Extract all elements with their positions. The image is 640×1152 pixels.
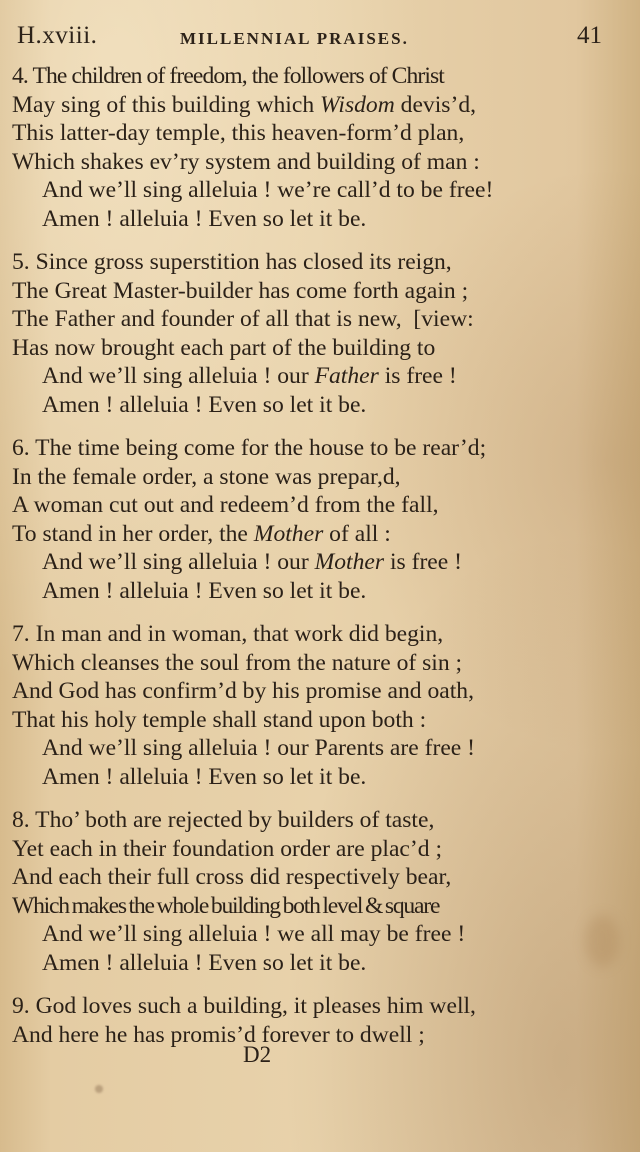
- signature-mark: D2: [243, 1042, 272, 1067]
- verse-line: 9. God loves such a building, it pleases him well,: [12, 993, 476, 1019]
- section-label: H.xviii.: [17, 22, 98, 49]
- verse-line: 8. Tho’ both are rejected by builders of taste,: [12, 807, 435, 833]
- stanza-6: [12, 434, 612, 605]
- verse-line: 5. Since gross superstition has closed its reign,: [12, 249, 452, 275]
- verse-line: That his holy temple shall stand upon both :: [12, 706, 427, 733]
- verse-line: Yet each in their foundation order are plac’d ;: [12, 835, 442, 862]
- refrain-line: Amen ! alleluia ! Even so let it be.: [42, 763, 367, 790]
- verse-line: Which cleanses the soul from the nature of sin ;: [12, 649, 463, 676]
- page-number: 41: [577, 22, 602, 49]
- verse-line: In the female order, a stone was prepar,d,: [12, 463, 401, 490]
- verse-line: And each their full cross did respectively bear,: [12, 864, 452, 890]
- verse-line: And here he has promis’d forever to dwell ;: [12, 1021, 425, 1048]
- refrain-line: And we’ll sing alleluia ! we all may be free !: [42, 921, 466, 947]
- verse-line: And God has confirm’d by his promise and oath,: [12, 678, 474, 704]
- verse-line: Which makes the whole building both level & square: [12, 892, 440, 919]
- paper-spot: [95, 1085, 103, 1093]
- refrain-line: Amen ! alleluia ! Even so let it be.: [42, 205, 367, 232]
- stanza-9: [12, 992, 612, 1049]
- refrain-line: And we’ll sing alleluia ! our Mother is free !: [42, 549, 462, 575]
- verse-line: May sing of this building which Wisdom devis’d,: [12, 91, 477, 118]
- verse-line: This latter-day temple, this heaven-form’d plan,: [12, 120, 465, 146]
- italic-word: Father: [314, 363, 379, 389]
- verse-line: Which shakes ev’ry system and building of man :: [12, 148, 480, 175]
- italic-word: Wisdom: [320, 91, 395, 118]
- running-title: MILLENNIAL PRAISES.: [180, 29, 409, 48]
- verse-line: The Great Master-builder has come forth again ;: [12, 277, 469, 304]
- verse-line: 7. In man and in woman, that work did begin,: [12, 621, 444, 647]
- stanza-5: [12, 248, 612, 419]
- verse-line: 6. The time being come for the house to be rear’d;: [12, 435, 487, 461]
- hymn-text: [12, 62, 612, 1064]
- italic-word: Mother: [314, 549, 385, 575]
- refrain-line: Amen ! alleluia ! Even so let it be.: [42, 949, 367, 976]
- verse-line: 4. The children of freedom, the followers of Christ: [12, 63, 444, 89]
- stanza-7: [12, 620, 612, 791]
- refrain-line: Amen ! alleluia ! Even so let it be.: [42, 391, 367, 418]
- verse-line: To stand in her order, the Mother of all :: [12, 520, 391, 547]
- verse-line: Has now brought each part of the building to: [12, 334, 436, 361]
- italic-word: Mother: [253, 520, 324, 547]
- verse-line: A woman cut out and redeem’d from the fall,: [12, 492, 439, 518]
- stanza-4: [12, 62, 612, 233]
- stanza-8: [12, 806, 612, 977]
- verse-line: The Father and founder of all that is new, [view:: [12, 306, 474, 332]
- refrain-line: And we’ll sing alleluia ! we’re call’d to be free!: [42, 177, 494, 203]
- refrain-line: And we’ll sing alleluia ! our Parents are free !: [42, 735, 476, 761]
- running-header: [0, 22, 640, 62]
- refrain-line: Amen ! alleluia ! Even so let it be.: [42, 577, 367, 604]
- refrain-line: And we’ll sing alleluia ! our Father is free !: [42, 363, 457, 389]
